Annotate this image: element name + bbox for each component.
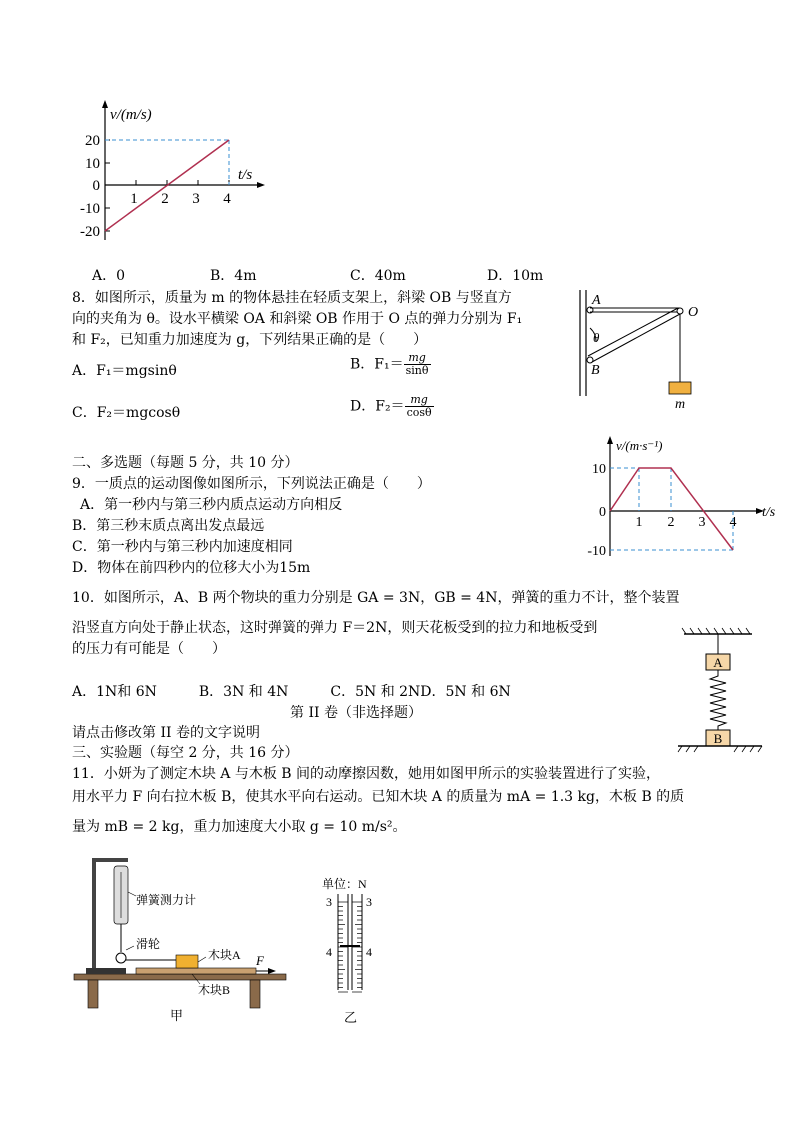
q8-option-a: A．F₁＝mgsinθ	[72, 363, 177, 379]
board-b	[136, 968, 256, 974]
mass-block	[669, 382, 691, 394]
label-pulley: 滑轮	[136, 937, 161, 951]
q9-stem: 9．一质点的运动图像如图所示，下列说法正确是（ ）	[72, 476, 431, 492]
section-2-title: 二、多选题（每题 5 分，共 10 分）	[72, 455, 299, 471]
q8-line-2: 向的夹角为 θ。设水平横梁 OA 和斜梁 OB 作用于 O 点的弹力分别为 F₁	[72, 311, 523, 327]
part-2-note[interactable]: 请点击修改第 II 卷的文字说明	[72, 725, 260, 741]
q11-line-2: 用水平力 F 向右拉木板 B，使其水平向右运动。已知木块 A 的质量为 mA = 1.3 kg，木板 B 的质	[72, 789, 685, 805]
x-tick-4: 4	[729, 515, 737, 530]
spring-figure	[672, 628, 768, 754]
label-a: A	[592, 293, 601, 308]
x-tick-1: 1	[635, 515, 643, 530]
block-a-label: A	[713, 655, 723, 670]
vt-graph-1	[60, 100, 280, 245]
x-axis-arrow	[257, 182, 265, 188]
y-axis-label: v/(m·s⁻¹)	[616, 438, 663, 453]
q8-option-c: C．F₂＝mgcosθ	[72, 405, 181, 421]
q8-line-3: 和 F₂，已知重力加速度为 g，下列结果正确的是（ ）	[72, 332, 428, 348]
caption-jia: 甲	[170, 1008, 184, 1023]
caption-yi: 乙	[344, 1010, 358, 1025]
section-3-title: 三、实验题（每空 2 分，共 16 分）	[72, 745, 299, 761]
x-tick-1: 1	[130, 191, 138, 207]
table-top	[74, 974, 286, 980]
tick-3-left: 3	[326, 895, 332, 909]
label-b: B	[591, 363, 600, 378]
x-axis-label: t/s	[238, 167, 253, 183]
x-tick-3: 3	[698, 515, 706, 530]
beam-ob	[588, 308, 678, 356]
label-spring-scale: 弹簧测力计	[136, 893, 197, 907]
q10-line-2: 沿竖直方向处于静止状态，这时弹簧的弹力 F＝2N，则天花板受到的拉力和地板受到	[72, 620, 598, 636]
block-a	[176, 955, 198, 968]
y-tick-20: 20	[85, 133, 100, 149]
x-tick-4: 4	[223, 191, 231, 207]
q10-options: A．1N和 6N B．3N 和 4N C．5N 和 2ND．5N 和 6N	[72, 684, 511, 700]
pulley	[116, 953, 126, 963]
q7-option-a: A．0	[92, 268, 126, 284]
y-tick-10: 10	[85, 156, 100, 172]
scale-reading-figure	[314, 874, 404, 1030]
q10-line-3: 的压力有可能是（ ）	[72, 641, 226, 657]
label-theta: θ	[593, 330, 600, 345]
q7-option-c: C．40m	[350, 268, 406, 284]
q9-option-d: D．物体在前四秒内的位移大小为15m	[72, 560, 311, 576]
q11-line-3: 量为 mB = 2 kg，重力加速度大小取 g = 10 m/s²。	[72, 819, 407, 835]
y-axis-arrow	[102, 100, 108, 108]
q8-line-1: 8．如图所示，质量为 m 的物体悬挂在轻质支架上，斜梁 OB 与竖直方	[72, 290, 512, 306]
block-b-label: B	[713, 731, 723, 746]
vt-graph-2	[588, 436, 788, 560]
unit-label: 单位：N	[322, 877, 367, 891]
y-tick-10: 10	[592, 462, 606, 477]
y-tick-0: 0	[92, 178, 100, 194]
y-tick-neg10: -10	[80, 201, 100, 217]
q9-option-c: C．第一秒内与第三秒内加速度相同	[72, 539, 293, 555]
x-tick-3: 3	[192, 191, 200, 207]
x-tick-2: 2	[161, 191, 169, 207]
stand-pole	[92, 860, 96, 968]
label-m: m	[675, 397, 686, 412]
q8-option-d: D．F₂＝ $\frac{mg}{\cos\theta}$	[350, 393, 432, 419]
q8-option-b: B．F₁＝ $\frac{mg}{\sin\theta}$	[350, 351, 429, 377]
q10-line-1: 10．如图所示，A、B 两个物块的重力分别是 GA = 3N，GB = 4N，弹簧的重力不计，整个装置	[72, 590, 680, 606]
q11-line-1: 11．小妍为了测定木块 A 与木板 B 间的动摩擦因数，她用如图甲所示的实验装置进行了实验，	[72, 766, 661, 782]
y-axis-label: v/(m/s)	[110, 107, 152, 123]
x-axis-label: t/s	[762, 505, 776, 520]
y-tick-0: 0	[599, 505, 606, 520]
label-o: O	[688, 305, 699, 320]
q7-option-b: B．4m	[210, 268, 257, 284]
tick-3-right: 3	[366, 895, 372, 909]
tick-4-right: 4	[366, 945, 372, 959]
q9-option-a: A．第一秒内与第三秒内质点运动方向相反	[80, 497, 343, 513]
y-tick-neg10: -10	[587, 544, 606, 559]
part-2-title: 第 II 卷（非选择题）	[290, 705, 422, 721]
y-tick-neg20: -20	[80, 224, 100, 240]
x-tick-2: 2	[667, 515, 675, 530]
velocity-line	[610, 468, 733, 550]
label-block-a: 木块A	[208, 948, 241, 962]
label-board-b: 木块B	[198, 983, 231, 997]
label-force: F	[256, 953, 264, 968]
experiment-figure	[72, 852, 292, 1028]
stand-base	[86, 968, 126, 974]
tick-4-left: 4	[326, 945, 332, 959]
spring	[710, 670, 726, 730]
q9-option-b: B．第三秒末质点离出发点最远	[72, 518, 265, 534]
q7-option-d: D．10m	[487, 268, 544, 284]
bracket-figure	[574, 290, 714, 410]
